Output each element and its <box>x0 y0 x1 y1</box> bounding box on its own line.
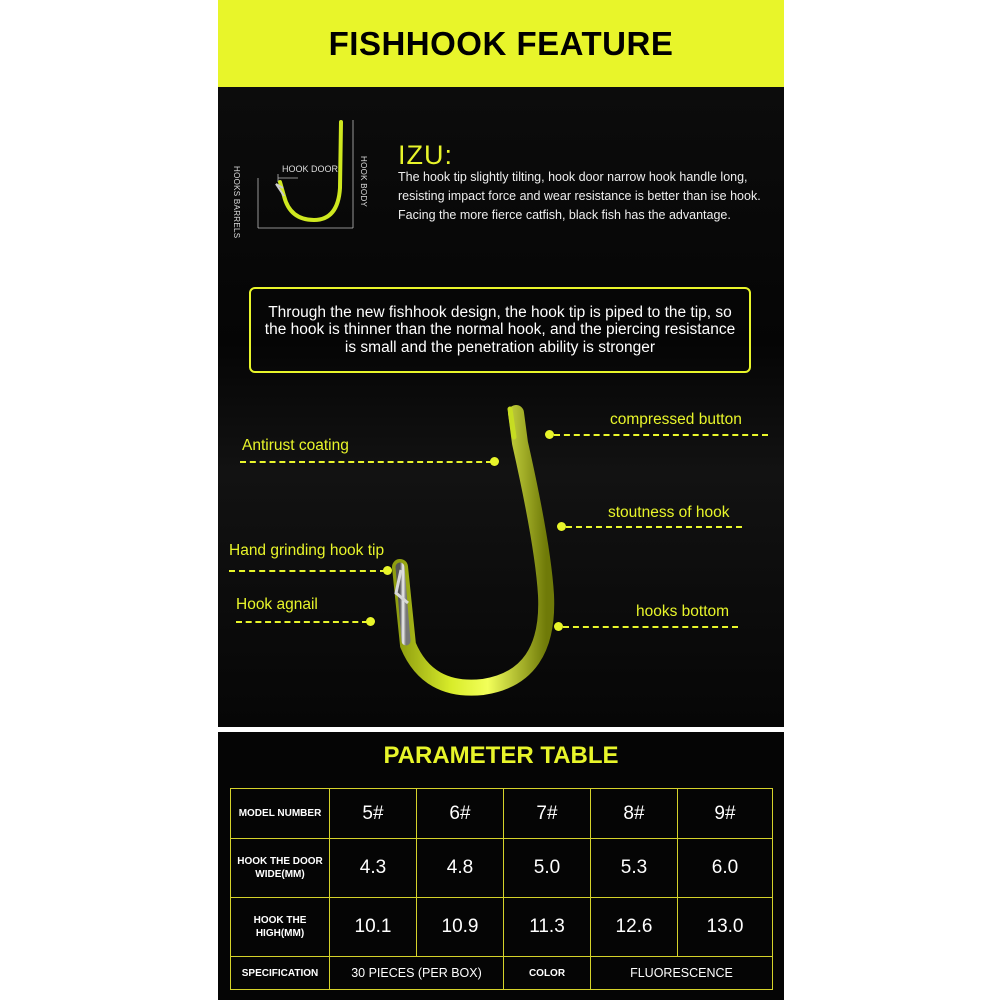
page-title: FISHHOOK FEATURE <box>328 24 674 62</box>
table-row <box>231 789 773 839</box>
feature-hook-agnail: Hook agnail <box>236 596 318 613</box>
row-header: HOOK THE DOOR WIDE(MM) <box>231 839 330 898</box>
compressed-button-dot <box>545 430 554 439</box>
hooks-barrels-label: HOOKS BARRELS <box>232 166 241 239</box>
stoutness-leader <box>566 526 742 528</box>
agnail-leader <box>236 621 368 623</box>
table-cell: 5.0 <box>504 839 591 898</box>
feature-compressed-button: compressed button <box>610 411 742 428</box>
table-cell: 13.0 <box>678 898 773 957</box>
row-header: MODEL NUMBER <box>231 789 330 839</box>
feature-hand-grinding-hook-tip: Hand grinding hook tip <box>229 542 385 559</box>
table-cell: 10.1 <box>330 898 417 957</box>
hooks-bottom-dot <box>554 622 563 631</box>
izu-title: IZU: <box>398 140 453 170</box>
antirust-coating-leader <box>240 461 492 463</box>
compressed-button-leader <box>554 434 768 436</box>
parameter-table <box>230 788 773 990</box>
hook-body-label: HOOK BODY <box>359 156 368 208</box>
antirust-coating-dot <box>490 457 499 466</box>
izu-description: The hook tip slightly tilting, hook door narrow hook handle long, resisting impact force and wear resistance is better than ise hook. Facing the more fierce catfish, black fish has the advantage. <box>398 170 761 222</box>
table-cell: 5# <box>330 789 417 839</box>
table-cell: 10.9 <box>417 898 504 957</box>
table-cell: 7# <box>504 789 591 839</box>
product-page <box>218 0 784 1000</box>
table-cell: 6.0 <box>678 839 773 898</box>
feature-header <box>218 0 784 87</box>
row-header: SPECIFICATION <box>231 957 330 990</box>
callout-text: Through the new fishhook design, the hook tip is piped to the tip, so the hook is thinner than the normal hook, and the piercing resistance is small and the penetration ability is stronger <box>264 303 736 356</box>
table-cell: 6# <box>417 789 504 839</box>
table-cell: 4.3 <box>330 839 417 898</box>
table-cell: 12.6 <box>591 898 678 957</box>
agnail-dot <box>366 617 375 626</box>
hook-tip-dot <box>383 566 392 575</box>
color-value: FLUORESCENCE <box>591 957 773 990</box>
table-cell: 8# <box>591 789 678 839</box>
feature-antirust-coating: Antirust coating <box>242 437 349 454</box>
feature-hooks-bottom: hooks bottom <box>636 603 730 620</box>
hook-tip-leader <box>229 570 386 572</box>
specification-value: 30 PIECES (PER BOX) <box>330 957 504 990</box>
table-row <box>231 957 773 990</box>
hook-door-label: HOOK DOOR <box>282 164 339 174</box>
row-header: HOOK THE HIGH(MM) <box>231 898 330 957</box>
table-row <box>231 898 773 957</box>
table-cell: 4.8 <box>417 839 504 898</box>
design-callout <box>249 287 751 373</box>
parameter-table-title: PARAMETER TABLE <box>383 742 619 769</box>
hooks-bottom-leader <box>563 626 738 628</box>
table-cell: 11.3 <box>504 898 591 957</box>
table-row <box>231 839 773 898</box>
table-cell: 9# <box>678 789 773 839</box>
feature-stoutness-of-hook: stoutness of hook <box>608 504 730 521</box>
stoutness-dot <box>557 522 566 531</box>
table-cell: 5.3 <box>591 839 678 898</box>
hook-diagram <box>228 108 388 248</box>
color-header: COLOR <box>504 957 591 990</box>
